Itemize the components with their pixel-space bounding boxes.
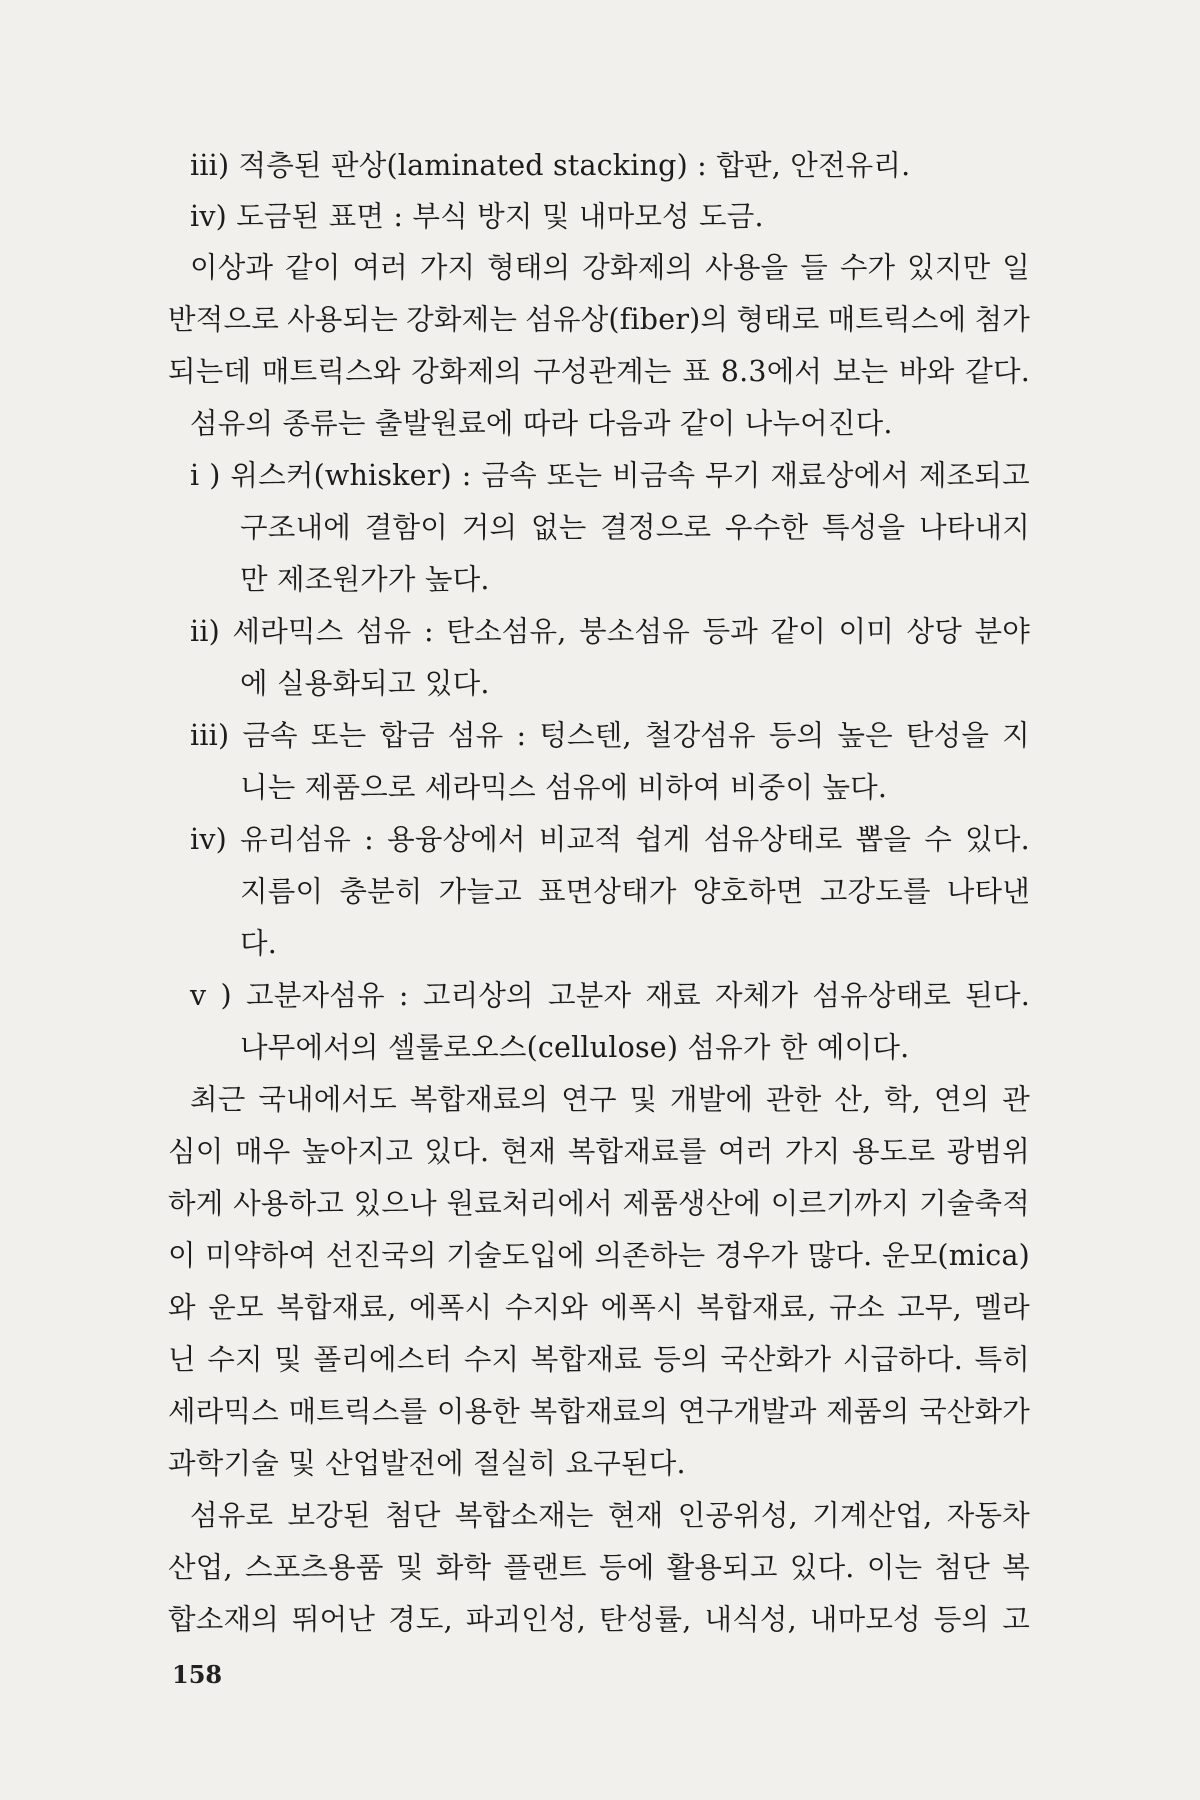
text-line: 다.	[240, 927, 277, 960]
page-number: 158	[172, 1660, 223, 1689]
text-line: 최근 국내에서도 복합재료의 연구 및 개발에 관한 산, 학, 연의 관	[190, 1083, 1030, 1116]
text-line: ii) 세라믹스 섬유 : 탄소섬유, 붕소섬유 등과 같이 이미 상당 분야	[190, 615, 1030, 648]
text-line: 섬유로 보강된 첨단 복합소재는 현재 인공위성, 기계산업, 자동차	[190, 1499, 1030, 1532]
text-line: 반적으로 사용되는 강화제는 섬유상(fiber)의 형태로 매트릭스에 첨가	[168, 303, 1030, 336]
text-line: 에 실용화되고 있다.	[240, 667, 490, 700]
text-line: 구조내에 결함이 거의 없는 결정으로 우수한 특성을 나타내지	[240, 511, 1030, 544]
text-line: iii) 금속 또는 합금 섬유 : 텅스텐, 철강섬유 등의 높은 탄성을 지	[190, 719, 1030, 752]
text-line: v ) 고분자섬유 : 고리상의 고분자 재료 자체가 섬유상태로 된다.	[190, 979, 1030, 1012]
text-line: 만 제조원가가 높다.	[240, 563, 490, 596]
text-line: 하게 사용하고 있으나 원료처리에서 제품생산에 이르기까지 기술축적	[168, 1187, 1030, 1220]
text-line: 합소재의 뛰어난 경도, 파괴인성, 탄성률, 내식성, 내마모성 등의 고	[168, 1603, 1030, 1636]
text-line: iii) 적층된 판상(laminated stacking) : 합판, 안전유리.	[190, 149, 911, 182]
text-line: 이 미약하여 선진국의 기술도입에 의존하는 경우가 많다. 운모(mica)	[168, 1239, 1030, 1272]
text-line: 와 운모 복합재료, 에폭시 수지와 에폭시 복합재료, 규소 고무, 멜라	[168, 1291, 1030, 1324]
text-line: iv) 유리섬유 : 용융상에서 비교적 쉽게 섬유상태로 뽑을 수 있다.	[190, 823, 1030, 856]
text-line: 지름이 충분히 가늘고 표면상태가 양호하면 고강도를 나타낸	[240, 875, 1030, 908]
text-line: 되는데 매트릭스와 강화제의 구성관계는 표 8.3에서 보는 바와 같다.	[168, 355, 1030, 388]
text-line: 심이 매우 높아지고 있다. 현재 복합재료를 여러 가지 용도로 광범위	[168, 1135, 1030, 1168]
text-line: 니는 제품으로 세라믹스 섬유에 비하여 비중이 높다.	[240, 771, 888, 804]
text-line: 이상과 같이 여러 가지 형태의 강화제의 사용을 들 수가 있지만 일	[190, 251, 1030, 284]
text-line: 닌 수지 및 폴리에스터 수지 복합재료 등의 국산화가 시급하다. 특히	[168, 1343, 1030, 1376]
text-line: 세라믹스 매트릭스를 이용한 복합재료의 연구개발과 제품의 국산화가	[168, 1395, 1030, 1428]
text-line: 과학기술 및 산업발전에 절실히 요구된다.	[168, 1447, 686, 1480]
text-line: iv) 도금된 표면 : 부식 방지 및 내마모성 도금.	[190, 200, 764, 233]
text-line: 산업, 스포츠용품 및 화학 플랜트 등에 활용되고 있다. 이는 첨단 복	[168, 1551, 1030, 1584]
text-line: 나무에서의 셀룰로오스(cellulose) 섬유가 한 예이다.	[240, 1031, 910, 1064]
text-line: i ) 위스커(whisker) : 금속 또는 비금속 무기 재료상에서 제조되고	[190, 459, 1030, 492]
text-line: 섬유의 종류는 출발원료에 따라 다음과 같이 나누어진다.	[190, 407, 893, 440]
